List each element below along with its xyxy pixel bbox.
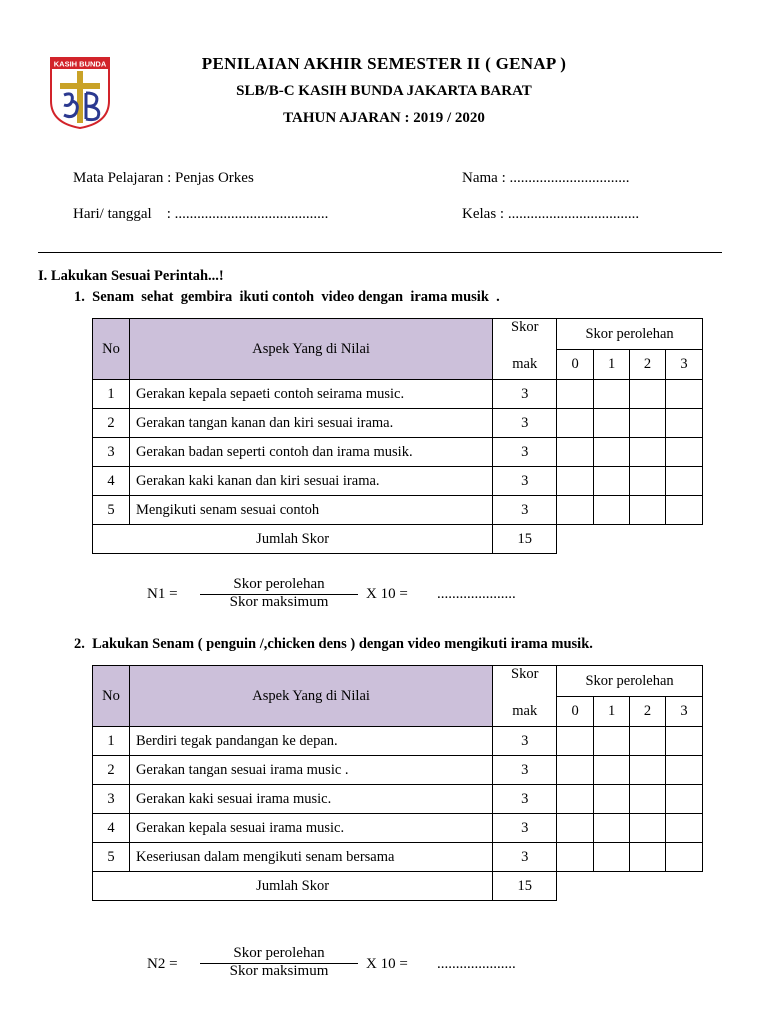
- empty-cell: [557, 872, 703, 901]
- score-cell[interactable]: [594, 814, 630, 843]
- empty-cell: [557, 525, 703, 554]
- score-cell[interactable]: [557, 843, 594, 872]
- row-aspect: Gerakan kaki sesuai irama music.: [129, 785, 492, 814]
- table-row: [93, 727, 703, 756]
- header-score-0: 0: [557, 697, 594, 727]
- row-max: 3: [493, 756, 557, 785]
- header-mak: mak: [493, 697, 557, 727]
- score-cell[interactable]: [630, 785, 666, 814]
- n2-numerator: Skor perolehan: [233, 945, 325, 961]
- header-aspect: Aspek Yang di Nilai: [129, 319, 492, 380]
- row-no: 1: [93, 380, 130, 409]
- row-max: 3: [493, 496, 557, 525]
- question-2: 2. Lakukan Senam ( penguin /,chicken dens ) dengan video mengikuti irama musik.: [74, 636, 593, 652]
- table-row: [93, 785, 703, 814]
- table-row: [93, 496, 703, 525]
- score-cell[interactable]: [665, 496, 702, 525]
- score-cell[interactable]: [630, 756, 666, 785]
- score-cell[interactable]: [665, 785, 702, 814]
- academic-year: TAHUN AJARAN : 2019 / 2020: [283, 110, 485, 126]
- row-no: 3: [93, 785, 130, 814]
- total-row: [93, 525, 703, 554]
- header-score-1: 1: [594, 697, 630, 727]
- n1-label: N1 =: [147, 586, 178, 602]
- row-max: 3: [493, 380, 557, 409]
- score-cell[interactable]: [630, 843, 666, 872]
- n1-blank: .....................: [437, 586, 516, 602]
- row-no: 4: [93, 467, 130, 496]
- total-value: 15: [493, 872, 557, 901]
- score-cell[interactable]: [557, 438, 594, 467]
- header-score-0: 0: [557, 350, 594, 380]
- table-row: [93, 409, 703, 438]
- row-max: 3: [493, 843, 557, 872]
- header-score-3: 3: [665, 350, 702, 380]
- row-no: 3: [93, 438, 130, 467]
- header-skor: Skor: [493, 666, 557, 697]
- header-score-2: 2: [630, 697, 666, 727]
- table-row: [93, 756, 703, 785]
- school-logo: [50, 57, 110, 129]
- table-row: [93, 380, 703, 409]
- score-cell[interactable]: [630, 380, 666, 409]
- header-perolehan: Skor perolehan: [557, 666, 703, 697]
- score-cell[interactable]: [594, 467, 630, 496]
- table-row: [93, 843, 703, 872]
- row-aspect: Gerakan kaki kanan dan kiri sesuai irama.: [129, 467, 492, 496]
- total-value: 15: [493, 525, 557, 554]
- question-1: 1. Senam sehat gembira ikuti contoh video dengan irama musik .: [74, 289, 500, 305]
- name-field: Nama : ................................: [462, 170, 630, 186]
- n1-times: X 10 =: [366, 586, 408, 602]
- row-aspect: Keseriusan dalam mengikuti senam bersama: [129, 843, 492, 872]
- header-no: No: [93, 666, 130, 727]
- score-cell[interactable]: [665, 409, 702, 438]
- score-cell[interactable]: [665, 756, 702, 785]
- header-no: No: [93, 319, 130, 380]
- header-score-2: 2: [630, 350, 666, 380]
- table-row: [93, 467, 703, 496]
- score-cell[interactable]: [557, 467, 594, 496]
- logo-text: KASIH BUNDA: [53, 59, 107, 69]
- exam-title: PENILAIAN AKHIR SEMESTER II ( GENAP ): [201, 54, 567, 73]
- score-cell[interactable]: [630, 496, 666, 525]
- row-aspect: Gerakan kepala sepaeti contoh seirama music.: [129, 380, 492, 409]
- n2-blank: .....................: [437, 956, 516, 972]
- score-cell[interactable]: [557, 814, 594, 843]
- score-cell[interactable]: [630, 438, 666, 467]
- row-max: 3: [493, 438, 557, 467]
- score-cell[interactable]: [594, 727, 630, 756]
- score-cell[interactable]: [557, 496, 594, 525]
- row-max: 3: [493, 467, 557, 496]
- row-max: 3: [493, 785, 557, 814]
- n2-times: X 10 =: [366, 956, 408, 972]
- score-cell[interactable]: [557, 727, 594, 756]
- score-table-2: [92, 665, 703, 901]
- score-cell[interactable]: [594, 756, 630, 785]
- total-label: Jumlah Skor: [93, 872, 493, 901]
- row-max: 3: [493, 814, 557, 843]
- score-cell[interactable]: [594, 438, 630, 467]
- score-cell[interactable]: [630, 467, 666, 496]
- score-cell[interactable]: [594, 785, 630, 814]
- score-cell[interactable]: [630, 814, 666, 843]
- score-cell[interactable]: [557, 756, 594, 785]
- n2-denominator: Skor maksimum: [229, 963, 329, 979]
- score-cell[interactable]: [557, 785, 594, 814]
- n1-numerator: Skor perolehan: [233, 576, 325, 592]
- total-row: [93, 872, 703, 901]
- score-cell[interactable]: [630, 727, 666, 756]
- row-aspect: Gerakan kepala sesuai irama music.: [129, 814, 492, 843]
- score-cell[interactable]: [665, 467, 702, 496]
- header-mak: mak: [493, 350, 557, 380]
- row-max: 3: [493, 409, 557, 438]
- score-cell[interactable]: [557, 409, 594, 438]
- n2-label: N2 =: [147, 956, 178, 972]
- score-cell[interactable]: [594, 409, 630, 438]
- row-no: 5: [93, 496, 130, 525]
- score-cell[interactable]: [665, 380, 702, 409]
- score-cell[interactable]: [630, 409, 666, 438]
- row-no: 4: [93, 814, 130, 843]
- table-row: [93, 814, 703, 843]
- score-table-1: [92, 318, 703, 554]
- class-field: Kelas : ...................................: [462, 206, 640, 222]
- divider: [38, 252, 722, 253]
- row-no: 1: [93, 727, 130, 756]
- header-score-3: 3: [665, 697, 702, 727]
- total-label: Jumlah Skor: [93, 525, 493, 554]
- score-cell[interactable]: [665, 727, 702, 756]
- row-no: 5: [93, 843, 130, 872]
- date-field: Hari/ tanggal : .........................................: [73, 206, 329, 222]
- table-row: [93, 438, 703, 467]
- row-aspect: Gerakan tangan sesuai irama music .: [129, 756, 492, 785]
- row-aspect: Gerakan badan seperti contoh dan irama musik.: [129, 438, 492, 467]
- row-max: 3: [493, 727, 557, 756]
- subject-field: Mata Pelajaran : Penjas Orkes: [73, 170, 254, 186]
- row-aspect: Mengikuti senam sesuai contoh: [129, 496, 492, 525]
- score-cell[interactable]: [594, 496, 630, 525]
- score-cell[interactable]: [594, 380, 630, 409]
- score-cell[interactable]: [665, 814, 702, 843]
- score-cell[interactable]: [594, 843, 630, 872]
- header-skor: Skor: [493, 319, 557, 350]
- section-title: I. Lakukan Sesuai Perintah...!: [38, 268, 224, 284]
- header-perolehan: Skor perolehan: [557, 319, 703, 350]
- n1-denominator: Skor maksimum: [229, 594, 329, 610]
- score-cell[interactable]: [665, 843, 702, 872]
- header-aspect: Aspek Yang di Nilai: [129, 666, 492, 727]
- school-name: SLB/B-C KASIH BUNDA JAKARTA BARAT: [236, 83, 532, 99]
- row-no: 2: [93, 756, 130, 785]
- score-cell[interactable]: [665, 438, 702, 467]
- header-score-1: 1: [594, 350, 630, 380]
- row-aspect: Gerakan tangan kanan dan kiri sesuai irama.: [129, 409, 492, 438]
- score-cell[interactable]: [557, 380, 594, 409]
- row-aspect: Berdiri tegak pandangan ke depan.: [129, 727, 492, 756]
- row-no: 2: [93, 409, 130, 438]
